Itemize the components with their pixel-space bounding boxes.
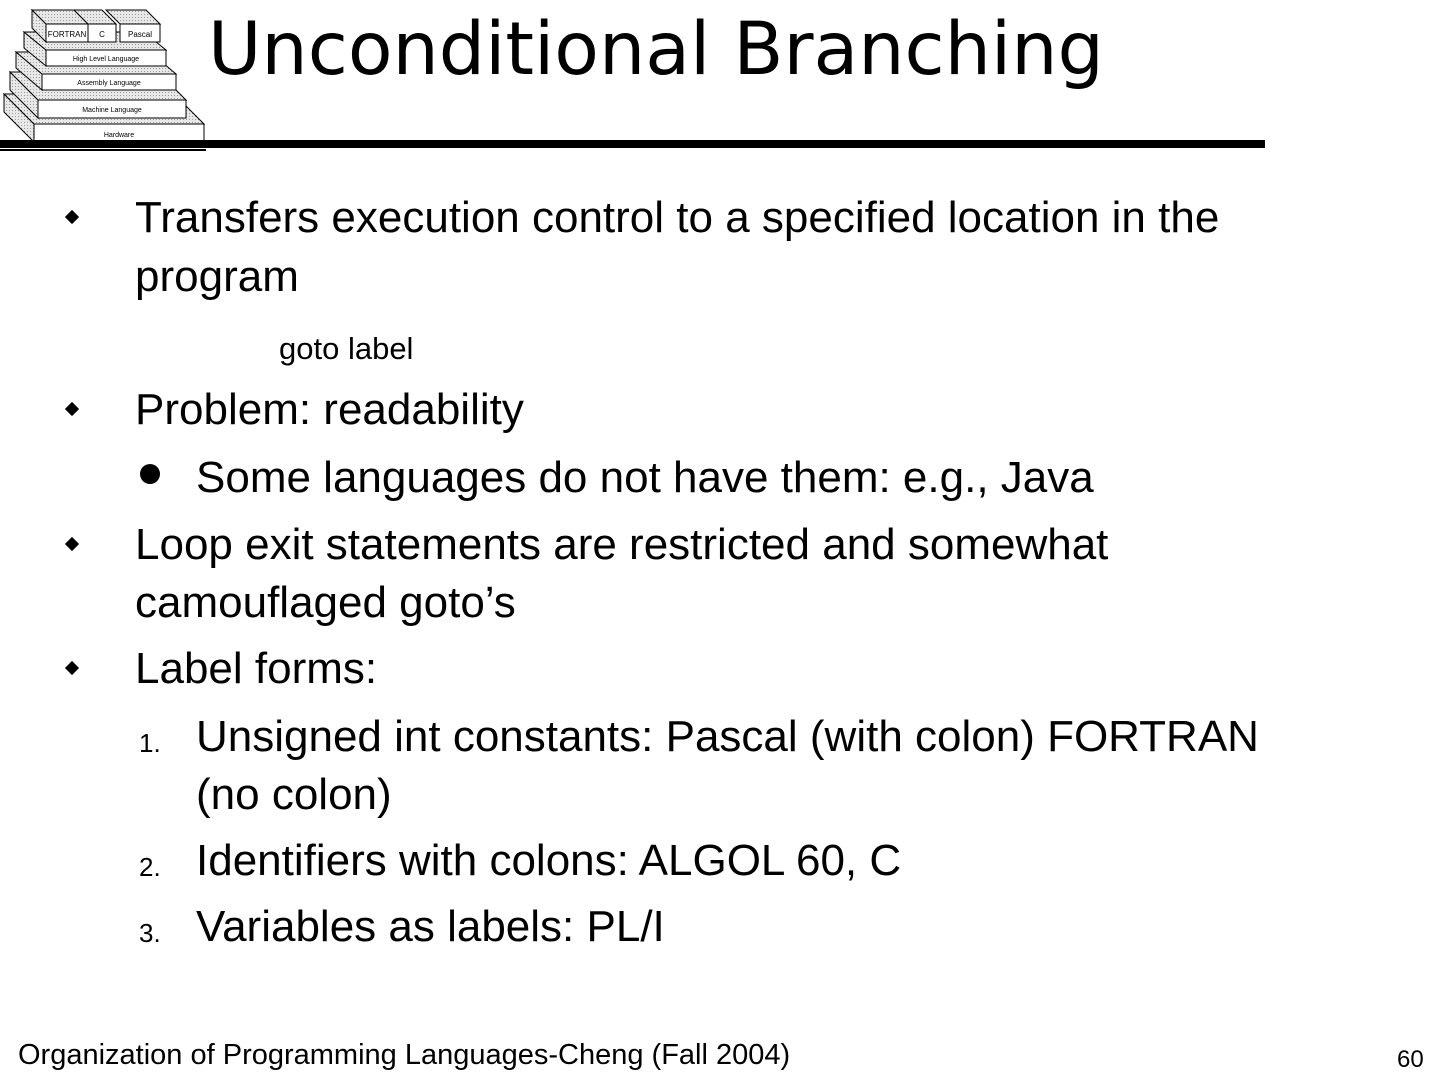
numbered-item-text: Variables as labels: PL/I <box>196 902 665 951</box>
slide-footer: Organization of Programming Languages-Cheng (Fall 2004) <box>18 1039 791 1071</box>
logo-label: FORTRAN <box>47 30 87 39</box>
logo-label: High Level Language <box>72 56 140 63</box>
logo-label: Machine Language <box>82 107 142 114</box>
language-layers-logo <box>0 8 206 148</box>
numbered-item-text: Unsigned int constants: Pascal (with colon) FORTRAN <box>196 712 1259 761</box>
logo-label: Assembly Language <box>77 80 141 87</box>
bullet-text: Label forms: <box>135 644 378 693</box>
bullet-diamond <box>65 210 79 224</box>
list-number: 3. <box>139 918 161 948</box>
bullet-diamond <box>65 402 79 416</box>
bullet-text: Transfers execution control to a specified location in the <box>135 193 1220 242</box>
slide-title: Unconditional Branching <box>208 7 1104 92</box>
list-number: 2. <box>139 852 161 882</box>
bullet-diamond <box>65 661 79 675</box>
numbered-item-text: (no colon) <box>196 770 392 819</box>
bullet-text: Problem: readability <box>135 385 524 434</box>
numbered-item-text: Identifiers with colons: ALGOL 60, C <box>196 836 902 885</box>
bullet-text: program <box>135 252 299 301</box>
title-rule <box>0 140 1265 148</box>
logo-label: C <box>99 30 105 39</box>
page-number: 60 <box>1397 1046 1424 1073</box>
sub-bullet-text: Some languages do not have them: e.g., Java <box>196 453 1094 502</box>
logo-label: Pascal <box>127 30 153 39</box>
sub-bullet-dot <box>140 464 160 484</box>
bullet-diamond <box>65 537 79 551</box>
bullet-text: camouflaged goto’s <box>135 578 516 627</box>
bullet-text: Loop exit statements are restricted and somewhat <box>135 520 1109 569</box>
code-example: goto label <box>279 331 414 366</box>
title-rule-thin <box>0 149 206 151</box>
logo-label: Hardware <box>103 132 135 139</box>
list-number: 1. <box>139 728 161 758</box>
